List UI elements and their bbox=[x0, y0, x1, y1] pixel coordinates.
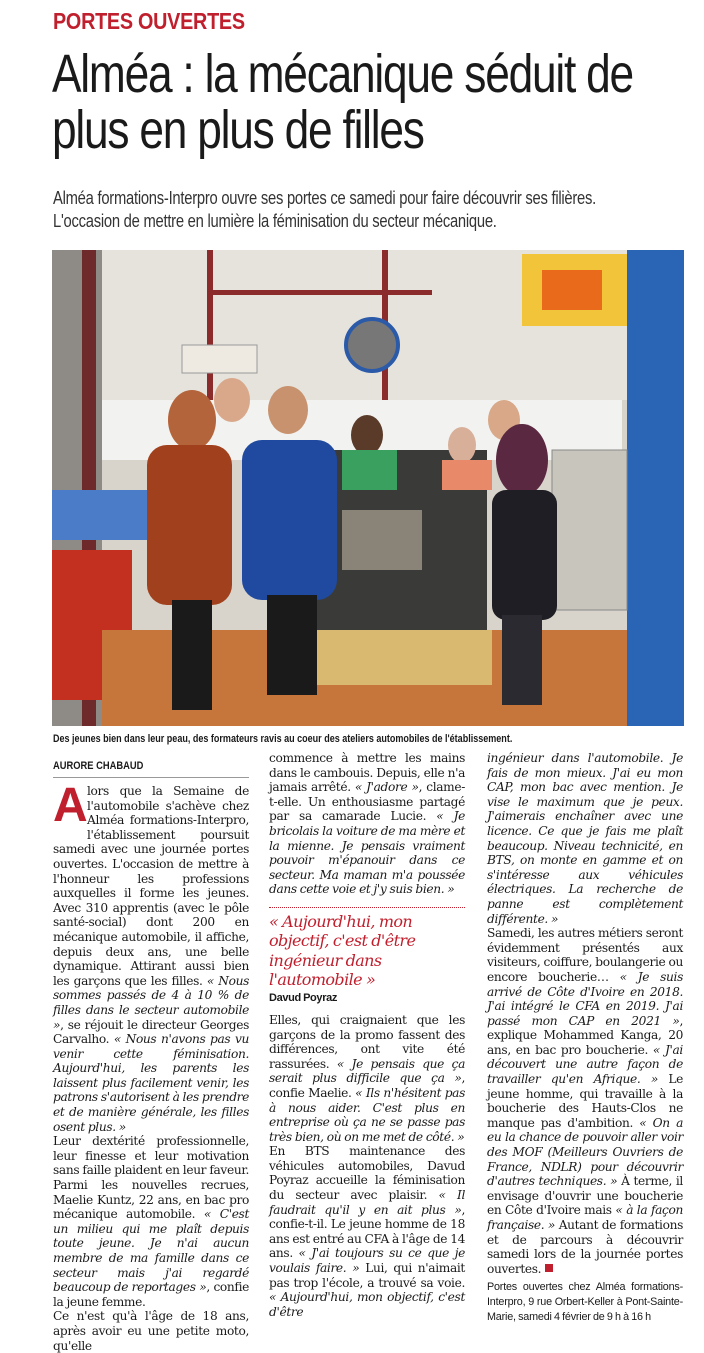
article-column-1 bbox=[53, 779, 250, 1353]
event-info-box: Portes ouvertes chez Alméa formations-Interpro, 9 rue Orbert-Keller à Pont-Sainte-Marie, samedi 4 février de 9 h à 16 h bbox=[487, 1281, 683, 1323]
quote: « Nous n'avons pas vu venir cette féminisation. Aujourd'hui, les parents les laissent plus facilement venir, les patrons s'autorisent à les prendre et de manière générale, les filles osent plus. » bbox=[53, 1032, 250, 1134]
pullquote-block bbox=[269, 907, 465, 1005]
body-paragraph: Elles, qui craignaient que les garçons de la promo fassent des différences, ont vite été rassurées. « Je pensais que ça serait plus difficile que ça », confie Maelie. « Ils n'hésitent pas à nous aider. C'est plus en entreprise où ça ne se passe pas très bien, où on me met de côté. » bbox=[269, 1012, 465, 1144]
quote: « J'ai découvert une autre façon de travailler qu'en Afrique. » bbox=[487, 1042, 683, 1087]
dropcap: A bbox=[53, 779, 88, 832]
hose-reel bbox=[346, 319, 398, 371]
quote: « J'ai toujours su ce que je voulais faire. » bbox=[269, 1246, 465, 1276]
blue-lift-pillar bbox=[627, 250, 684, 726]
pullquote: « Aujourd'hui, mon objectif, c'est d'être ingénieur dans l'automobile » bbox=[269, 911, 416, 990]
photo-caption: Des jeunes bien dans leur peau, des formateurs ravis au coeur des ateliers automobiles de l'établissement. bbox=[53, 733, 513, 745]
quote: « Aujourd'hui, mon objectif, c'est d'être bbox=[269, 1290, 465, 1319]
byline: AURORE CHABAUD bbox=[53, 760, 144, 772]
body-paragraph bbox=[487, 751, 683, 926]
pullquote-author: Davud Poyraz bbox=[269, 991, 338, 1004]
quote: « Ils n'hésitent pas à nous aider. C'est plus en entreprise où ça ne se passe pas très bien, où on me met de côté. » bbox=[269, 1085, 465, 1144]
quote: « J'adore » bbox=[354, 780, 419, 795]
body-paragraph: Ce n'est qu'à l'âge de 18 ans, après avoir eu une petite moto, qu'elle bbox=[53, 1309, 249, 1353]
article-column-3 bbox=[487, 751, 683, 1324]
workshop-photo-illustration bbox=[52, 250, 684, 726]
article-column-2 bbox=[269, 751, 465, 1319]
quote: « à la façon française. » bbox=[487, 1203, 683, 1232]
body-paragraph: En BTS maintenance des véhicules automobiles, Davud Poyraz accueille la féminisation du secteur avec plaisir. « Il faudrait qu'il y en ait plus », confie-t-il. Le jeune homme de 18 ans est entré au CFA à l'âge de 14 ans. « J'ai toujours su ce que je voulais faire. » Lui, qui n'aimait pas trop l'école, a trouvé sa voie. « Aujourd'hui, mon objectif, c'est d'être bbox=[269, 1144, 465, 1319]
quote: « On a eu la chance de pouvoir aller voir des MOF (Meilleurs Ouvriers de France, NDLR) pour découvrir d'autres techniques. » bbox=[487, 1115, 683, 1189]
end-of-article-icon bbox=[545, 1264, 553, 1272]
quote: « C'est un milieu qui me plaît depuis toute jeune. Je n'ai aucun membre de ma famille dans ce secteur mais j'ai regardé beaucoup de reportages » bbox=[53, 1207, 250, 1295]
quote: « Je suis arrivé de Côte d'Ivoire en 2018. J'ai intégré le CFA en 2019. J'ai passé mon CAP en 2021 » bbox=[487, 969, 683, 1028]
lead-paragraph: Alors que la Semaine de l'automobile s'achève chez Alméa formations-Interpro, l'établissement poursuit samedi avec une journée portes ouvertes. L'occasion de mettre à l'honneur les professions auxquelles il forme les jeunes. Avec 310 apprentis (avec le pôle santé-social) dont 200 en mécanique automobile, il affiche, depuis deux ans, une belle dynamique. Attirant aussi bien les garçons que les filles. « Nous sommes passés de 4 à 10 % de filles dans le secteur automobile », se réjouit le directeur Georges Carvalho. « Nous n'avons pas vu venir cette féminisation. Aujourd'hui, les parents les laissent plus facilement venir, les patrons s'autorisent à les prendre et de manière générale, les filles osent plus. » bbox=[53, 779, 250, 1134]
quote: « Il faudrait qu'il y en ait plus » bbox=[269, 1188, 465, 1217]
byline-divider bbox=[53, 777, 249, 778]
heater-unit bbox=[182, 345, 257, 373]
quote: « Je pensais que ça serait plus difficile que ça » bbox=[269, 1056, 465, 1086]
headline: Alméa : la mécanique séduit de plus en plus de filles bbox=[52, 44, 633, 160]
quote: ingénieur dans l'automobile. Je fais de mon mieux. J'ai eu mon CAP, mon bac avec mention. Je vise le maximum que je peux. J'aimerais enchaîner avec une licence. Ce que je fais me plaît beaucoup. Niveau technicité, en BTS, on monte en gamme et on s'intéresse aux véhicules électriques. La recherche de panne est complètement différente. » bbox=[487, 751, 683, 926]
pullquote-divider bbox=[269, 907, 465, 908]
standfirst-line-1: Alméa formations-Interpro ouvre ses portes ce samedi pour faire découvrir ses filières. bbox=[53, 188, 597, 208]
body-paragraph: Leur dextérité professionnelle, leur finesse et leur motivation sans faille plaident en leur faveur. Parmi les nouvelles recrues, Maelie Kuntz, 22 ans, en bac pro mécanique automobile. « C'est un milieu qui me plaît depuis toute jeune. Je n'ai aucun membre de ma famille dans ce secteur mais j'ai regardé beaucoup de reportages », confie la jeune femme. bbox=[53, 1134, 250, 1309]
standfirst-line-2: L'occasion de mettre en lumière la féminisation du secteur mécanique. bbox=[53, 211, 497, 231]
wooden-pallet bbox=[302, 630, 492, 685]
quote: « Je bricolais la voiture de ma mère et la mienne. Je pensais vraiment pouvoir m'épanouir dans ce secteur. Ma maman m'a poussée dans cette voie et j'y suis bien. » bbox=[269, 809, 465, 897]
section-rubric: PORTES OUVERTES bbox=[53, 8, 245, 34]
control-box bbox=[552, 450, 627, 610]
body-paragraph: Samedi, les autres métiers seront évidemment présentés aux visiteurs, coiffure, boulangerie ou encore boucherie… « Je suis arrivé de Côte d'Ivoire en 2018. J'ai intégré le CFA en 2019. J'ai passé mon CAP en 2021 », explique Mohammed Kanga, 20 ans, en bac pro boucherie. « J'ai découvert une autre façon de travailler qu'en Afrique. » Le jeune homme, qui travaille à la boucherie des Hauts-Clos ne manque pas d'ambition. « On a eu la chance de pouvoir aller voir des MOF (Meilleurs Ouvriers de France, NDLR) pour découvrir d'autres techniques. » À terme, il envisage d'ouvrir une boucherie en Côte d'Ivoire mais « à la façon française. » Autant de formations et de parcours à découvrir samedi lors de la journée portes ouvertes. bbox=[487, 926, 684, 1276]
article-photo bbox=[52, 250, 684, 726]
quote: « Nous sommes passés de 4 à 10 % de filles dans le secteur automobile » bbox=[53, 973, 249, 1032]
body-paragraph: commence à mettre les mains dans le cambouis. Depuis, elle n'a jamais arrêté. « J'adore », clame-t-elle. Un enthousiasme partagé par sa camarade Lucie. « Je bricolais la voiture de ma mère et la mienne. Je pensais vraiment pouvoir m'épanouir dans ce secteur. Ma maman m'a poussée dans cette voie et j'y suis bien. » bbox=[269, 751, 466, 897]
standfirst bbox=[53, 187, 684, 233]
